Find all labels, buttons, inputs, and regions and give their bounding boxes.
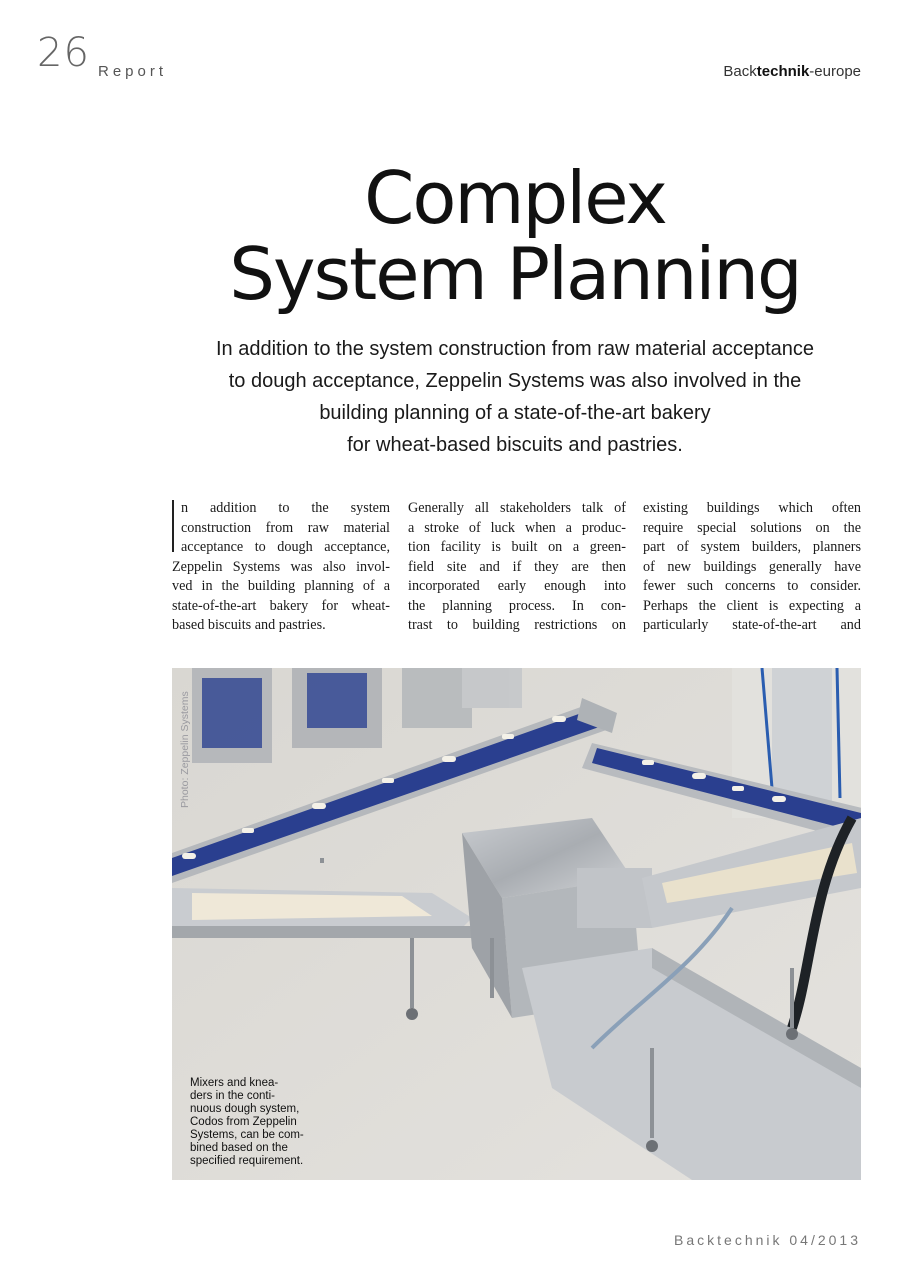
page-number: 26 xyxy=(37,30,90,76)
body-line: a stroke of luck when a produc- xyxy=(408,519,626,536)
deck-line-4: for wheat-based biscuits and pastries. xyxy=(347,434,683,456)
section-label: Report xyxy=(98,63,168,80)
brand-bold: technik xyxy=(756,63,810,80)
photo-caption xyxy=(190,1077,330,1168)
body-line: of new buildings generally have xyxy=(643,558,861,575)
body-line: construction from raw material xyxy=(181,519,390,536)
deck-line-1: In addition to the system construction from raw material acceptance xyxy=(215,338,815,360)
brand-suffix: -europe xyxy=(809,63,861,80)
deck-line-2: to dough acceptance, Zeppelin Systems was also involved in the xyxy=(228,370,802,392)
body-line: state-of-the-art bakery for wheat- xyxy=(172,597,390,614)
issue-footer: Backtechnik 04/2013 xyxy=(674,1232,861,1248)
body-line: tion facility is built on a green- xyxy=(408,539,626,555)
body-line: ved in the building planning of a xyxy=(172,578,390,594)
caption-line: specified requirement. xyxy=(190,1155,304,1167)
body-line: part of system builders, planners xyxy=(643,539,861,555)
caption-line: nuous dough system, xyxy=(190,1103,300,1115)
caption-line: Codos from Zeppelin xyxy=(190,1116,297,1128)
brand-masthead xyxy=(723,63,861,80)
body-column-1 xyxy=(172,499,390,636)
body-line: the planning process. In con- xyxy=(408,597,626,614)
deck-line-3: building planning of a state-of-the-art bakery xyxy=(319,402,711,424)
caption-line: Systems, can be com- xyxy=(190,1129,304,1141)
body-line: incorporated early enough into xyxy=(408,578,626,594)
body-line: require special solutions on the xyxy=(643,519,861,536)
body-column-3 xyxy=(643,499,861,636)
headline-line-1: Complex xyxy=(364,156,666,240)
body-line: trast to building restrictions on xyxy=(408,617,626,633)
body-line: acceptance to dough acceptance, xyxy=(181,539,390,555)
caption-line: Mixers and knea- xyxy=(190,1077,279,1089)
brand-prefix: Back xyxy=(723,63,757,80)
body-column-2 xyxy=(408,499,626,636)
body-line: Generally all stakeholders talk of xyxy=(408,500,626,516)
body-line: field site and if they are then xyxy=(408,558,626,575)
headline-line-2: System Planning xyxy=(229,232,801,316)
body-line: Zeppelin Systems was also invol- xyxy=(172,558,390,575)
body-line: particularly state-of-the-art and xyxy=(643,617,861,633)
article-headline xyxy=(160,156,870,316)
body-line: fewer such concerns to consider. xyxy=(643,578,861,594)
photo-credit: Photo: Zeppelin Systems xyxy=(179,691,191,808)
drop-cap-i xyxy=(172,500,178,552)
body-line: n addition to the system xyxy=(181,500,390,516)
caption-line: ders in the conti- xyxy=(190,1090,276,1102)
body-line: based biscuits and pastries. xyxy=(172,617,326,633)
article-deck xyxy=(160,333,870,461)
body-line: Perhaps the client is expecting a xyxy=(643,597,861,614)
caption-line: bined based on the xyxy=(190,1142,288,1154)
body-line: existing buildings which often xyxy=(643,500,861,516)
